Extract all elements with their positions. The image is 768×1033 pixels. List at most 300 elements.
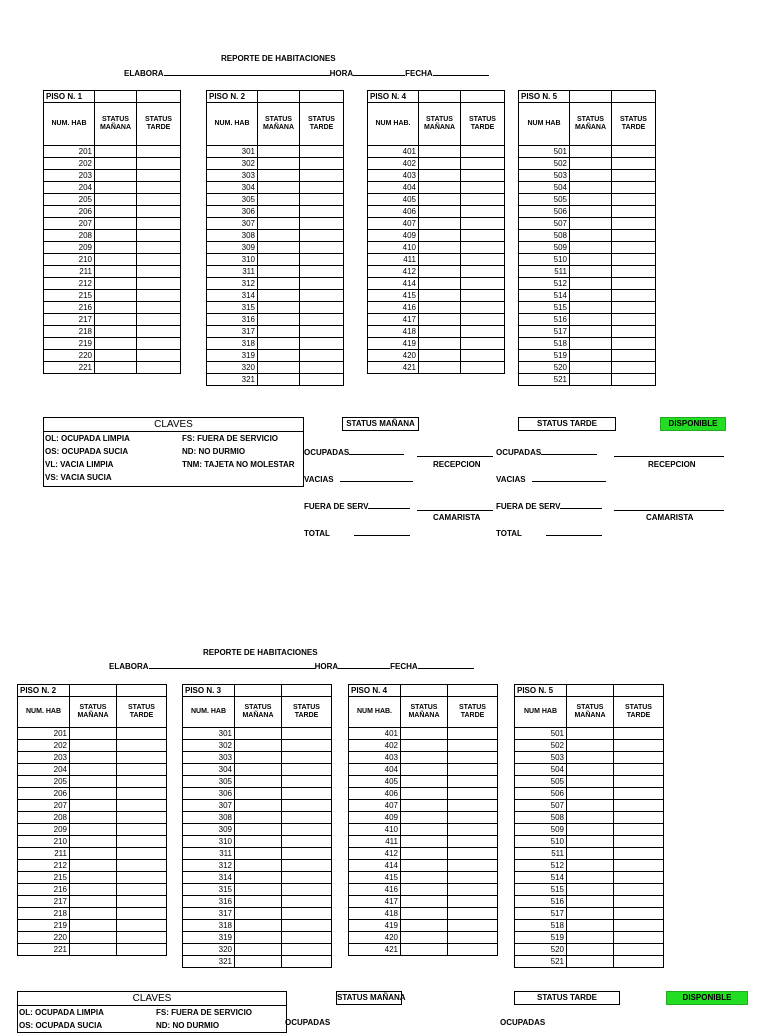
status-manana-cell[interactable]: [419, 170, 461, 182]
status-tarde-cell[interactable]: [612, 338, 656, 350]
status-tarde-cell[interactable]: [448, 764, 498, 776]
status-manana-cell[interactable]: [258, 266, 300, 278]
status-tarde-cell[interactable]: [448, 908, 498, 920]
status-manana-cell[interactable]: [258, 230, 300, 242]
status-tarde-cell[interactable]: [448, 884, 498, 896]
status-tarde-cell[interactable]: [117, 848, 167, 860]
status-tarde-cell[interactable]: [461, 146, 505, 158]
status-tarde-cell[interactable]: [448, 776, 498, 788]
status-manana-cell[interactable]: [258, 290, 300, 302]
status-manana-cell[interactable]: [258, 302, 300, 314]
status-manana-cell[interactable]: [401, 800, 448, 812]
status-tarde-cell[interactable]: [461, 290, 505, 302]
status-tarde-cell[interactable]: [612, 350, 656, 362]
status-manana-cell[interactable]: [570, 266, 612, 278]
status-tarde-cell[interactable]: [612, 326, 656, 338]
status-manana-cell[interactable]: [258, 146, 300, 158]
status-tarde-cell[interactable]: [448, 848, 498, 860]
status-manana-cell[interactable]: [235, 908, 282, 920]
status-manana-cell[interactable]: [570, 278, 612, 290]
status-manana-cell[interactable]: [70, 836, 117, 848]
status-tarde-cell[interactable]: [300, 194, 344, 206]
status-tarde-cell[interactable]: [448, 788, 498, 800]
status-tarde-cell[interactable]: [282, 872, 332, 884]
status-tarde-cell[interactable]: [300, 242, 344, 254]
status-manana-cell[interactable]: [567, 800, 614, 812]
status-manana-cell[interactable]: [419, 206, 461, 218]
fecha-field[interactable]: [433, 67, 489, 76]
status-tarde-cell[interactable]: [461, 266, 505, 278]
status-tarde-cell[interactable]: [612, 314, 656, 326]
status-tarde-cell[interactable]: [137, 170, 181, 182]
status-tarde-cell[interactable]: [117, 872, 167, 884]
status-manana-cell[interactable]: [70, 728, 117, 740]
status-tarde-cell[interactable]: [137, 242, 181, 254]
status-tarde-cell[interactable]: [137, 290, 181, 302]
status-tarde-cell[interactable]: [137, 326, 181, 338]
status-manana-cell[interactable]: [570, 254, 612, 266]
status-manana-cell[interactable]: [567, 932, 614, 944]
status-tarde-cell[interactable]: [300, 146, 344, 158]
status-manana-cell[interactable]: [567, 908, 614, 920]
status-manana-cell[interactable]: [70, 824, 117, 836]
status-manana-cell[interactable]: [401, 812, 448, 824]
status-tarde-cell[interactable]: [448, 740, 498, 752]
status-tarde-cell[interactable]: [612, 242, 656, 254]
status-manana-cell[interactable]: [401, 908, 448, 920]
status-tarde-cell[interactable]: [448, 836, 498, 848]
status-manana-cell[interactable]: [95, 266, 137, 278]
status-tarde-cell[interactable]: [300, 302, 344, 314]
status-tarde-cell[interactable]: [612, 182, 656, 194]
status-tarde-cell[interactable]: [117, 740, 167, 752]
status-manana-cell[interactable]: [419, 278, 461, 290]
status-tarde-cell[interactable]: [300, 314, 344, 326]
status-tarde-cell[interactable]: [282, 884, 332, 896]
status-tarde-cell[interactable]: [137, 278, 181, 290]
status-manana-cell[interactable]: [235, 752, 282, 764]
status-manana-cell[interactable]: [235, 812, 282, 824]
status-tarde-cell[interactable]: [282, 836, 332, 848]
status-manana-cell[interactable]: [419, 242, 461, 254]
status-tarde-cell[interactable]: [461, 182, 505, 194]
status-manana-cell[interactable]: [419, 302, 461, 314]
status-manana-cell[interactable]: [419, 218, 461, 230]
status-tarde-cell[interactable]: [614, 836, 664, 848]
status-tarde-cell[interactable]: [448, 728, 498, 740]
status-manana-cell[interactable]: [235, 932, 282, 944]
status-manana-cell[interactable]: [95, 350, 137, 362]
status-tarde-cell[interactable]: [614, 848, 664, 860]
status-tarde-cell[interactable]: [137, 146, 181, 158]
status-tarde-cell[interactable]: [282, 740, 332, 752]
status-manana-cell[interactable]: [570, 194, 612, 206]
status-manana-cell[interactable]: [401, 944, 448, 956]
status-tarde-cell[interactable]: [448, 920, 498, 932]
status-tarde-cell[interactable]: [137, 362, 181, 374]
status-manana-cell[interactable]: [95, 170, 137, 182]
status-tarde-cell[interactable]: [461, 230, 505, 242]
status-manana-cell[interactable]: [258, 158, 300, 170]
status-manana-cell[interactable]: [95, 254, 137, 266]
status-manana-cell[interactable]: [570, 314, 612, 326]
status-manana-cell[interactable]: [401, 752, 448, 764]
status-tarde-cell[interactable]: [300, 218, 344, 230]
status-manana-cell[interactable]: [258, 350, 300, 362]
status-manana-cell[interactable]: [567, 848, 614, 860]
status-tarde-cell[interactable]: [117, 920, 167, 932]
status-manana-cell[interactable]: [419, 326, 461, 338]
status-tarde-cell[interactable]: [282, 932, 332, 944]
status-tarde-cell[interactable]: [282, 956, 332, 968]
status-tarde-cell[interactable]: [448, 944, 498, 956]
status-manana-cell[interactable]: [567, 824, 614, 836]
status-tarde-cell[interactable]: [461, 242, 505, 254]
status-manana-cell[interactable]: [70, 932, 117, 944]
status-tarde-cell[interactable]: [461, 194, 505, 206]
status-manana-cell[interactable]: [401, 740, 448, 752]
status-manana-cell[interactable]: [401, 788, 448, 800]
status-manana-cell[interactable]: [419, 182, 461, 194]
status-tarde-cell[interactable]: [117, 860, 167, 872]
status-tarde-cell[interactable]: [612, 158, 656, 170]
status-tarde-cell[interactable]: [282, 896, 332, 908]
status-manana-cell[interactable]: [95, 362, 137, 374]
status-tarde-cell[interactable]: [461, 326, 505, 338]
status-tarde-cell[interactable]: [282, 776, 332, 788]
status-manana-cell[interactable]: [419, 338, 461, 350]
status-manana-cell[interactable]: [570, 230, 612, 242]
status-tarde-cell[interactable]: [117, 908, 167, 920]
status-manana-cell[interactable]: [258, 206, 300, 218]
status-manana-cell[interactable]: [567, 956, 614, 968]
status-tarde-cell[interactable]: [117, 932, 167, 944]
status-tarde-cell[interactable]: [137, 314, 181, 326]
status-tarde-cell[interactable]: [282, 848, 332, 860]
status-manana-cell[interactable]: [70, 788, 117, 800]
status-manana-cell[interactable]: [235, 728, 282, 740]
status-manana-cell[interactable]: [235, 872, 282, 884]
status-manana-cell[interactable]: [70, 908, 117, 920]
status-tarde-cell[interactable]: [461, 278, 505, 290]
status-tarde-cell[interactable]: [614, 740, 664, 752]
status-manana-cell[interactable]: [419, 314, 461, 326]
status-manana-cell[interactable]: [401, 872, 448, 884]
status-tarde-cell[interactable]: [137, 218, 181, 230]
status-manana-cell[interactable]: [570, 374, 612, 386]
status-manana-cell[interactable]: [235, 896, 282, 908]
status-tarde-cell[interactable]: [448, 896, 498, 908]
status-tarde-cell[interactable]: [137, 350, 181, 362]
status-tarde-cell[interactable]: [137, 230, 181, 242]
status-tarde-cell[interactable]: [117, 752, 167, 764]
elabora-field[interactable]: [164, 67, 330, 76]
status-manana-cell[interactable]: [235, 920, 282, 932]
status-manana-cell[interactable]: [235, 944, 282, 956]
status-tarde-cell[interactable]: [614, 812, 664, 824]
status-manana-cell[interactable]: [95, 158, 137, 170]
status-tarde-cell[interactable]: [614, 920, 664, 932]
status-manana-cell[interactable]: [570, 326, 612, 338]
status-manana-cell[interactable]: [419, 350, 461, 362]
status-tarde-cell[interactable]: [300, 170, 344, 182]
status-tarde-cell[interactable]: [282, 728, 332, 740]
status-manana-cell[interactable]: [258, 194, 300, 206]
status-tarde-cell[interactable]: [137, 194, 181, 206]
status-tarde-cell[interactable]: [282, 860, 332, 872]
status-manana-cell[interactable]: [70, 800, 117, 812]
status-tarde-cell[interactable]: [612, 230, 656, 242]
status-manana-cell[interactable]: [70, 896, 117, 908]
status-tarde-cell[interactable]: [117, 812, 167, 824]
status-tarde-cell[interactable]: [137, 254, 181, 266]
status-manana-cell[interactable]: [70, 752, 117, 764]
status-manana-cell[interactable]: [235, 824, 282, 836]
status-manana-cell[interactable]: [258, 374, 300, 386]
status-manana-cell[interactable]: [570, 290, 612, 302]
elabora-field[interactable]: [149, 660, 315, 669]
status-manana-cell[interactable]: [95, 314, 137, 326]
status-manana-cell[interactable]: [235, 848, 282, 860]
status-tarde-cell[interactable]: [300, 254, 344, 266]
status-manana-cell[interactable]: [258, 362, 300, 374]
status-manana-cell[interactable]: [419, 230, 461, 242]
status-manana-cell[interactable]: [401, 824, 448, 836]
status-manana-cell[interactable]: [570, 242, 612, 254]
status-tarde-cell[interactable]: [117, 800, 167, 812]
status-tarde-cell[interactable]: [117, 776, 167, 788]
status-tarde-cell[interactable]: [461, 362, 505, 374]
status-manana-cell[interactable]: [70, 740, 117, 752]
status-tarde-cell[interactable]: [300, 158, 344, 170]
status-manana-cell[interactable]: [258, 170, 300, 182]
status-tarde-cell[interactable]: [300, 290, 344, 302]
status-tarde-cell[interactable]: [614, 752, 664, 764]
status-manana-cell[interactable]: [567, 740, 614, 752]
status-manana-cell[interactable]: [570, 206, 612, 218]
status-manana-cell[interactable]: [401, 860, 448, 872]
status-tarde-cell[interactable]: [461, 314, 505, 326]
status-manana-cell[interactable]: [258, 314, 300, 326]
status-manana-cell[interactable]: [235, 884, 282, 896]
status-manana-cell[interactable]: [401, 764, 448, 776]
status-manana-cell[interactable]: [567, 920, 614, 932]
status-manana-cell[interactable]: [70, 848, 117, 860]
status-manana-cell[interactable]: [95, 230, 137, 242]
status-manana-cell[interactable]: [419, 146, 461, 158]
status-manana-cell[interactable]: [401, 728, 448, 740]
status-manana-cell[interactable]: [567, 752, 614, 764]
status-tarde-cell[interactable]: [614, 860, 664, 872]
status-tarde-cell[interactable]: [612, 194, 656, 206]
status-tarde-cell[interactable]: [300, 206, 344, 218]
status-tarde-cell[interactable]: [117, 944, 167, 956]
status-manana-cell[interactable]: [70, 812, 117, 824]
status-manana-cell[interactable]: [95, 146, 137, 158]
status-tarde-cell[interactable]: [117, 764, 167, 776]
status-tarde-cell[interactable]: [282, 764, 332, 776]
status-manana-cell[interactable]: [95, 206, 137, 218]
status-manana-cell[interactable]: [235, 740, 282, 752]
status-manana-cell[interactable]: [70, 860, 117, 872]
status-tarde-cell[interactable]: [461, 170, 505, 182]
status-tarde-cell[interactable]: [282, 812, 332, 824]
status-tarde-cell[interactable]: [282, 752, 332, 764]
status-tarde-cell[interactable]: [117, 824, 167, 836]
status-tarde-cell[interactable]: [614, 800, 664, 812]
status-manana-cell[interactable]: [258, 278, 300, 290]
hora-field[interactable]: [338, 660, 390, 669]
status-manana-cell[interactable]: [419, 254, 461, 266]
status-manana-cell[interactable]: [235, 788, 282, 800]
status-tarde-cell[interactable]: [614, 932, 664, 944]
status-manana-cell[interactable]: [567, 944, 614, 956]
status-tarde-cell[interactable]: [300, 350, 344, 362]
status-tarde-cell[interactable]: [612, 170, 656, 182]
status-manana-cell[interactable]: [258, 218, 300, 230]
status-manana-cell[interactable]: [95, 302, 137, 314]
status-manana-cell[interactable]: [235, 860, 282, 872]
status-manana-cell[interactable]: [570, 182, 612, 194]
status-manana-cell[interactable]: [70, 884, 117, 896]
status-manana-cell[interactable]: [567, 884, 614, 896]
status-manana-cell[interactable]: [235, 800, 282, 812]
status-manana-cell[interactable]: [570, 362, 612, 374]
status-manana-cell[interactable]: [258, 326, 300, 338]
status-manana-cell[interactable]: [95, 338, 137, 350]
status-manana-cell[interactable]: [419, 194, 461, 206]
status-tarde-cell[interactable]: [461, 158, 505, 170]
status-tarde-cell[interactable]: [300, 374, 344, 386]
status-tarde-cell[interactable]: [612, 362, 656, 374]
status-manana-cell[interactable]: [419, 158, 461, 170]
status-manana-cell[interactable]: [235, 956, 282, 968]
status-tarde-cell[interactable]: [461, 254, 505, 266]
status-tarde-cell[interactable]: [282, 788, 332, 800]
status-manana-cell[interactable]: [95, 326, 137, 338]
status-tarde-cell[interactable]: [614, 776, 664, 788]
status-tarde-cell[interactable]: [461, 206, 505, 218]
status-manana-cell[interactable]: [570, 302, 612, 314]
status-tarde-cell[interactable]: [282, 908, 332, 920]
status-tarde-cell[interactable]: [614, 944, 664, 956]
status-tarde-cell[interactable]: [282, 944, 332, 956]
status-manana-cell[interactable]: [70, 764, 117, 776]
status-tarde-cell[interactable]: [137, 266, 181, 278]
status-manana-cell[interactable]: [567, 728, 614, 740]
status-manana-cell[interactable]: [567, 776, 614, 788]
status-tarde-cell[interactable]: [612, 266, 656, 278]
status-manana-cell[interactable]: [570, 146, 612, 158]
status-manana-cell[interactable]: [70, 944, 117, 956]
status-tarde-cell[interactable]: [137, 302, 181, 314]
status-manana-cell[interactable]: [235, 836, 282, 848]
status-manana-cell[interactable]: [95, 290, 137, 302]
status-manana-cell[interactable]: [70, 920, 117, 932]
status-tarde-cell[interactable]: [117, 884, 167, 896]
status-manana-cell[interactable]: [567, 788, 614, 800]
status-manana-cell[interactable]: [401, 920, 448, 932]
status-tarde-cell[interactable]: [612, 146, 656, 158]
status-tarde-cell[interactable]: [300, 278, 344, 290]
status-manana-cell[interactable]: [570, 158, 612, 170]
status-tarde-cell[interactable]: [137, 158, 181, 170]
status-tarde-cell[interactable]: [461, 338, 505, 350]
status-tarde-cell[interactable]: [300, 266, 344, 278]
status-tarde-cell[interactable]: [614, 764, 664, 776]
status-tarde-cell[interactable]: [300, 230, 344, 242]
status-tarde-cell[interactable]: [612, 278, 656, 290]
status-manana-cell[interactable]: [419, 362, 461, 374]
status-tarde-cell[interactable]: [614, 872, 664, 884]
status-tarde-cell[interactable]: [300, 326, 344, 338]
status-manana-cell[interactable]: [570, 218, 612, 230]
status-tarde-cell[interactable]: [448, 752, 498, 764]
status-tarde-cell[interactable]: [137, 206, 181, 218]
status-manana-cell[interactable]: [258, 242, 300, 254]
status-manana-cell[interactable]: [419, 266, 461, 278]
status-tarde-cell[interactable]: [448, 812, 498, 824]
status-manana-cell[interactable]: [567, 896, 614, 908]
status-manana-cell[interactable]: [567, 872, 614, 884]
status-tarde-cell[interactable]: [117, 788, 167, 800]
status-manana-cell[interactable]: [567, 860, 614, 872]
status-tarde-cell[interactable]: [614, 884, 664, 896]
status-tarde-cell[interactable]: [614, 788, 664, 800]
status-tarde-cell[interactable]: [117, 896, 167, 908]
status-tarde-cell[interactable]: [448, 800, 498, 812]
status-manana-cell[interactable]: [70, 776, 117, 788]
status-tarde-cell[interactable]: [614, 896, 664, 908]
status-manana-cell[interactable]: [401, 896, 448, 908]
status-tarde-cell[interactable]: [137, 338, 181, 350]
status-tarde-cell[interactable]: [612, 302, 656, 314]
status-tarde-cell[interactable]: [448, 824, 498, 836]
status-manana-cell[interactable]: [235, 764, 282, 776]
status-tarde-cell[interactable]: [614, 824, 664, 836]
status-manana-cell[interactable]: [567, 812, 614, 824]
status-tarde-cell[interactable]: [612, 374, 656, 386]
status-tarde-cell[interactable]: [300, 338, 344, 350]
status-tarde-cell[interactable]: [282, 800, 332, 812]
status-tarde-cell[interactable]: [282, 824, 332, 836]
status-tarde-cell[interactable]: [448, 932, 498, 944]
status-manana-cell[interactable]: [70, 872, 117, 884]
fecha-field[interactable]: [418, 660, 474, 669]
status-tarde-cell[interactable]: [614, 908, 664, 920]
status-manana-cell[interactable]: [401, 884, 448, 896]
status-tarde-cell[interactable]: [461, 350, 505, 362]
status-tarde-cell[interactable]: [448, 860, 498, 872]
status-manana-cell[interactable]: [401, 932, 448, 944]
status-manana-cell[interactable]: [570, 170, 612, 182]
status-tarde-cell[interactable]: [612, 218, 656, 230]
status-manana-cell[interactable]: [95, 218, 137, 230]
status-manana-cell[interactable]: [401, 776, 448, 788]
status-manana-cell[interactable]: [567, 836, 614, 848]
status-tarde-cell[interactable]: [612, 254, 656, 266]
status-tarde-cell[interactable]: [461, 302, 505, 314]
status-tarde-cell[interactable]: [137, 182, 181, 194]
status-manana-cell[interactable]: [95, 194, 137, 206]
status-tarde-cell[interactable]: [461, 218, 505, 230]
status-manana-cell[interactable]: [419, 290, 461, 302]
status-tarde-cell[interactable]: [117, 836, 167, 848]
status-manana-cell[interactable]: [258, 182, 300, 194]
status-tarde-cell[interactable]: [300, 182, 344, 194]
status-tarde-cell[interactable]: [300, 362, 344, 374]
status-tarde-cell[interactable]: [614, 956, 664, 968]
